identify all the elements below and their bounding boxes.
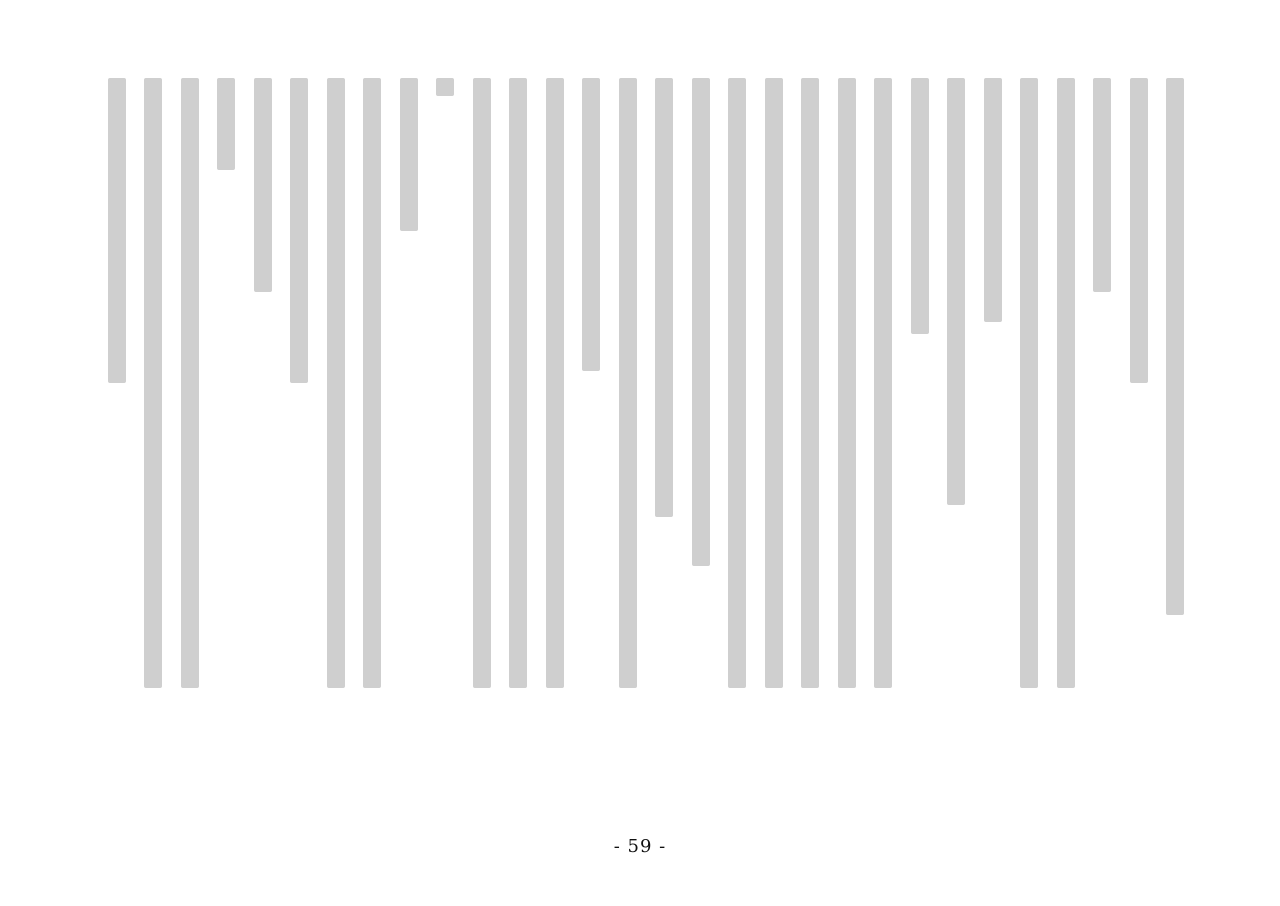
text-column-placeholder (838, 78, 856, 688)
text-column-placeholder (108, 78, 126, 383)
text-column-placeholder (1057, 78, 1075, 688)
text-column-placeholder (1166, 78, 1184, 615)
redaction-note (0, 0, 1, 1)
text-column-placeholder (765, 78, 783, 688)
page-number: - 59 - (613, 836, 667, 857)
text-column-placeholder (801, 78, 819, 688)
text-column-placeholder (1020, 78, 1038, 688)
text-column-placeholder (546, 78, 564, 688)
vertical-text-body-redacted (100, 78, 1190, 718)
text-column-placeholder (1130, 78, 1148, 383)
text-column-placeholder (473, 78, 491, 688)
text-column-placeholder (728, 78, 746, 688)
text-column-placeholder (692, 78, 710, 566)
text-column-placeholder (181, 78, 199, 688)
text-column-placeholder (984, 78, 1002, 322)
text-column-placeholder (290, 78, 308, 383)
text-column-placeholder (217, 78, 235, 170)
text-column-placeholder (874, 78, 892, 688)
text-column-placeholder (436, 78, 454, 96)
text-column-placeholder (655, 78, 673, 517)
text-column-placeholder (911, 78, 929, 334)
text-column-placeholder (400, 78, 418, 231)
text-column-placeholder (363, 78, 381, 688)
text-column-placeholder (619, 78, 637, 688)
text-column-placeholder (582, 78, 600, 371)
text-column-placeholder (1093, 78, 1111, 292)
text-column-placeholder (144, 78, 162, 688)
text-column-placeholder (254, 78, 272, 292)
text-column-placeholder (327, 78, 345, 688)
text-column-placeholder (947, 78, 965, 505)
text-column-placeholder (509, 78, 527, 688)
